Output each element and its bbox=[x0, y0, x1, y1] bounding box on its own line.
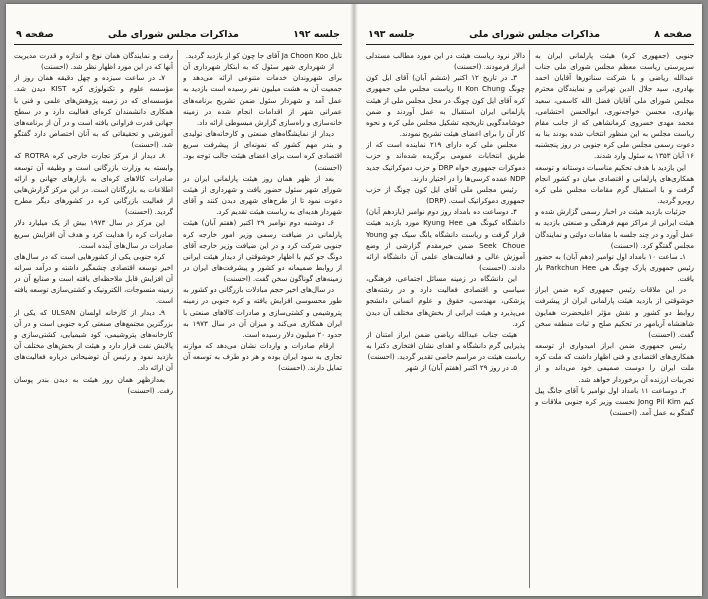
paragraph: ۱ـ ساعت ۱۰ بامداد اول نوامبر (دهم آبان) به حضور رئیس جمهوری پارک چونگ هی Parkchun Hee بار یافت. bbox=[535, 251, 694, 284]
page-number: صفحه ۸ bbox=[654, 28, 692, 40]
running-title: مذاکرات مجلس شورای ملی bbox=[469, 28, 601, 40]
paragraph: رئیس مجلس ملی آقای ایل کون چونگ از حزب جمهوری دموکراتیک است. (DRP) bbox=[366, 184, 525, 206]
paragraph: این مرکز در سال ۱۹۷۳ بیش از یک میلیارد دلار صادرات کره را هدایت کرد و هدف آن افزایش سریع صادرات در سال‌های آینده است. bbox=[14, 218, 173, 250]
paragraph: ۵ـ در روز ۲۹ اکتبر (هفتم آبان) از شهر bbox=[405, 363, 517, 373]
column-divider bbox=[177, 50, 178, 588]
text-column-1 bbox=[535, 50, 694, 588]
paragraph: در سال‌های اخیر حجم مبادلات بازرگانی دو کشور به طور محسوسی افزایش یافته و کره جنوبی در زمینه پتروشیمی و کشتی‌سازی و صادرات کالاهای صنعتی با ایران همکاری می‌کند و میزان آن در سال ۱۹۷۳ به حدود ۲۰ میلیون دلار رسیده است. bbox=[183, 285, 342, 339]
paragraph: دالار نرود ریاست هیئت در این مورد مطالب مستدلی ابراز فرمودند. (احسنت) bbox=[366, 51, 525, 72]
paragraph: کره جنوبی یکی از کشورهایی است که در سال‌های اخیر توسعه اقتصادی چشمگیر داشته و درآمد سرانه آن افزایش قابل ملاحظه‌ای یافته است و صنایع آن در زمینه منسوجات، الکترونیک و کشتی‌سازی توسعه یافته است. bbox=[14, 251, 173, 306]
paragraph: ۲ـ دوساعت ۱۱ بامداد اول نوامبر با آقای جانگ پیل کیم Jong Pil Kim نخست وزیر کره جنوبی ملاقات و گفتگو به عمل آمد. (احسنت) bbox=[535, 385, 694, 417]
paragraph: ۳ـ در تاریخ ۱۲ اکتبر (ششم آبان) آقای ایل کون چونگ II Kon Chung ریاست مجلس ملی جمهوری کره آقای ایل کون چونگ در محل مجلس ملی از هیئت پارلمانی ایران استقبال به عمل آوردند و ضمن خوشامدگویی تاریخچه تشکیل مجلس ملی کره و نحوه کار آن را برای اعضای هیئت تشریح نمودند. bbox=[366, 73, 525, 139]
page-header bbox=[16, 26, 340, 42]
text-column-2 bbox=[14, 50, 173, 588]
paragraph: بعدازظهر همان روز هیئت به دیدن بندر پوسان رفت. (احسنت) bbox=[14, 374, 173, 395]
paragraph: مجلس ملی کره دارای ۲۱۹ نماینده است که از طریق انتخابات عمومی برگزیده شده‌اند و حزب دموکرات جمهوری خواه DRP و حزب دموکراتیک جدید NDP عمده کرسی‌ها را در اختیار دارند. bbox=[366, 140, 525, 183]
text-column-2 bbox=[366, 50, 525, 588]
paragraph: جزئیات بازدید هیئت در اخبار رسمی گزارش شده و هیئت ایرانی از مراکز مهم فرهنگی و صنعتی بازدید به عمل آورد و در چند جلسه با مقامات دولتی و نمایندگان مجلس گفتگو کرد. (احسنت) bbox=[535, 207, 694, 250]
paragraph: این دانشگاه در زمینه مسائل اجتماعی، فرهنگی، سیاسی و اقتصادی فعالیت دارد و در رشته‌های پزشکی، مهندسی، حقوق و علوم انسانی دانشجو می‌پذیرد و هیئت ایرانی از بخش‌های مختلف آن دیدن کرد. bbox=[366, 274, 525, 328]
column-divider bbox=[529, 50, 530, 588]
page-header bbox=[368, 26, 692, 42]
paragraph: ارقام صادرات و واردات نشان می‌دهد که موازنه تجاری به سود ایران بوده و هر دو طرف به توسعه آن تمایل دارند. (احسنت) bbox=[183, 341, 342, 373]
paragraph: ۶ـ دوشنبه دوم نوامبر ۲۹ اکتبر (هفتم آبان) هیئت پارلمانی در ضیافت رسمی وزیر امور خارجه کره جنوبی شرکت کرد و در این ضیافت وزیر خارجه آقای دونگ جو کیم با اظهار خوشوقتی از دیدار هیئت ایرانی از روابط صمیمانه دو کشور و پیشرفت‌های ایران در زمینه‌های گوناگون سخن گفت. (احسنت) bbox=[183, 218, 342, 284]
text-column-1 bbox=[183, 50, 342, 588]
paragraph: ۸ـ دیدار از مرکز تجارت خارجی کره ROTRA که وابسته به وزارت بازرگانی است و وظیفه آن توسعه صادرات کالاهای کره‌ای به بازارهای جهانی و ارائه اطلاعات به بازرگانان است. در این مرکز گزارش‌هایی از فعالیت بازرگانی کره در کشورهای دیگر مطرح گردید. (احسنت) bbox=[14, 151, 173, 217]
paragraph: دیدار از نمایشگاه‌های صنعتی و کارخانه‌های تولیدی و بندر مهم کشور که نمونه‌ای از پیشرفت سریع اقتصادی کره است برای اعضای هیئت جالب توجه بود. (احسنت) bbox=[183, 129, 342, 172]
paragraph: ۹ـ دیدار از کارخانه اولسان ULSAN که یکی از بزرگترین مجتمع‌های صنعتی کره جنوبی است و در آن کارخانه‌های پتروشیمی، کود شیمیایی، کشتی‌سازی و پالایش نفت قرار دارد و هیئت از بخش‌های مختلف آن بازدید نمود و رئیس آن توضیحاتی درباره فعالیت‌های آن ارائه داد. bbox=[14, 307, 173, 373]
paragraph: رفت و نمایندگان همان نوع و اندازه و قدرت مدیریت آنها که در این مورد اظهار نظر شد. (احسنت) bbox=[14, 51, 173, 72]
paragraph: این بازدید با هدف تحکیم مناسبات دوستانه و توسعه همکاری‌های پارلمانی و اقتصادی میان دو کشور انجام گرفت و با استقبال گرم مقامات مجلس ملی کره روبرو گردید. bbox=[535, 162, 694, 206]
header-rule bbox=[366, 44, 694, 45]
session-label: جلسه ۱۹۳ bbox=[368, 28, 415, 40]
paragraph: رئیس جمهوری ضمن ابراز امیدواری از توسعه همکاری‌های اقتصادی و فنی اظهار داشت که ملت کره ملت ایران را دوست صمیمی خود می‌داند و از تجربیات ارزنده آن برخوردار خواهد شد. bbox=[535, 341, 694, 384]
running-title: مذاکرات مجلس شورای ملی bbox=[107, 28, 239, 40]
paragraph: بعد از ظهر همان روز هیئت پارلمانی ایران در شورای شهر سئول حضور یافت و شهرداری از هیئت دعوت نمود تا از طرح‌های شهری دیدن کنند و آقای شهردار هدیه‌ای به ریاست هیئت تقدیم کرد. bbox=[183, 173, 342, 217]
header-rule bbox=[14, 44, 342, 45]
book-gutter bbox=[350, 4, 358, 596]
paragraph: جنوبی (جمهوری کره) هیئت پارلمانی ایران به سرپرستی ریاست معظم مجلس شورای ملی جناب عبدالله ریاضی و با شرکت سناتورها آقایان احمد بهادری، سید جلال الدین تهرانی و نمایندگان محترم مجلس شورای ملی آقایان فضل الله کاسمی، سعید بهادری، محسن خواجه‌نوری، ابوالحسن احتشامی، محمد مهدی خسروی کرمانشاهی که از جانب مقام ریاست مجلس به این منظور انتخاب شده بودند بنا به دعوت رسمی مجلس ملی کره جنوبی در روز پنجشنبه ۱۶ آبان ۱۳۵۳ به سئول وارد شدند. bbox=[535, 51, 694, 161]
paragraph: در این ملاقات رئیس جمهوری کره ضمن ابراز خوشوقتی از بازدید هیئت پارلمانی ایران از پیشرفت روابط دو کشور و نقش مؤثر اعلیحضرت همایون شاهنشاه آریامهر در تحکیم صلح و ثبات منطقه سخن گفت. (احسنت) bbox=[535, 285, 694, 339]
paragraph: از شهرداری شهر سئول که به ابتکار شهرداری آن برای شهروندان خدمات متنوعی ارائه می‌دهد و جمعیت آن به هشت میلیون نفر رسیده است بازدید به عمل آمد و شهردار سئول ضمن تشریح برنامه‌های عمرانی شهر از اقدامات انجام شده در زمینه خانه‌سازی و راه‌سازی گزارش مبسوطی ارائه داد. bbox=[183, 62, 342, 127]
document-spread bbox=[6, 4, 702, 596]
paragraph: تایل Ja Choon Koo آقای جا چون کو از بازدید گردید. bbox=[185, 51, 342, 60]
page-right bbox=[358, 4, 702, 596]
page-left bbox=[6, 4, 350, 596]
session-label: جلسه ۱۹۲ bbox=[293, 28, 340, 40]
page-number: صفحه ۹ bbox=[16, 28, 54, 40]
paragraph: ۷ـ در ساعت سیزده و چهل دقیقه همان روز از مؤسسه علوم و تکنولوژی کره KIST دیدن شد. مؤسسه‌ای که در زمینه پژوهش‌های علمی و فنی با همکاری دانشمندان کره‌ای فعالیت دارد و در سطح جهانی قدرت فراوانی یافته است و در آن از برنامه‌های آموزشی و تحقیقاتی که به آنان اختصاص دارد گفتگو شد. (احسنت) bbox=[14, 73, 173, 150]
paragraph: ۴ـ دوساعت ده بامداد روز دوم نوامبر (یازدهم آبان) دانشگاه کیونگ هی Kyung Hee مورد بازدید هیئت قرار گرفت و ریاست دانشگاه یانگ سیک چو Young Seek Choue ضمن خیرمقدم گزارشی از وضع آموزش عالی و فعالیت‌های علمی آن دانشگاه ارائه دادند. (احسنت) bbox=[366, 207, 525, 272]
paragraph: هیئت جناب عبدالله ریاضی ضمن ابراز امتنان از پذیرایی گرم دانشگاه و اهدای نشان افتخاری دکترا به ریاست هیئت در مراسم خاصی تقدیر گردید. (احسنت) bbox=[366, 329, 525, 362]
